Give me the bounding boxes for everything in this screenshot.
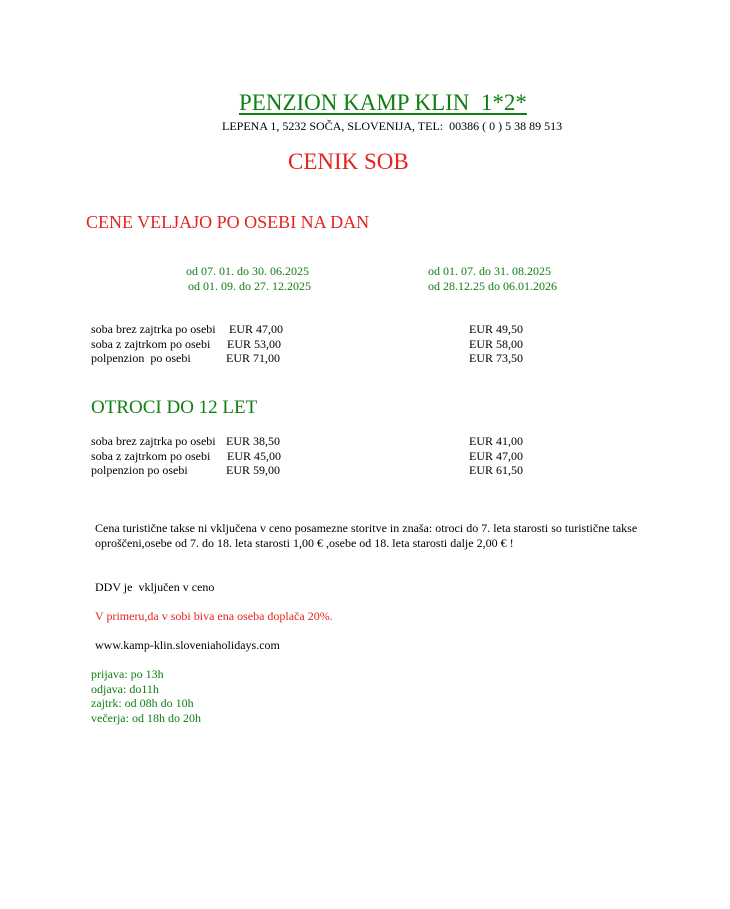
check-out-time: odjava: do11h xyxy=(91,682,159,696)
row-price-season2: EUR 58,00 xyxy=(469,337,523,351)
period-col1-line1: od 07. 01. do 30. 06.2025 xyxy=(186,264,309,278)
row-price-season1: EUR 59,00 xyxy=(226,463,280,477)
children-heading: OTROCI DO 12 LET xyxy=(91,397,258,418)
tax-note-line1: Cena turistične takse ni vključena v ceno posamezne storitve in znaša: otroci do 7. leta starosti so turistične takse xyxy=(95,521,638,535)
row-label: polpenzion po osebi xyxy=(91,463,188,477)
row-label: soba z zajtrkom po osebi xyxy=(91,449,211,463)
row-price-season1: EUR 47,00 xyxy=(229,322,283,336)
row-price-season1: EUR 45,00 xyxy=(227,449,281,463)
vat-note: DDV je vključen v ceno xyxy=(95,580,215,594)
row-price-season1: EUR 71,00 xyxy=(226,351,280,365)
price-list-heading: CENIK SOB xyxy=(288,149,409,174)
period-col2-line1: od 01. 07. do 31. 08.2025 xyxy=(428,264,551,278)
page-title: PENZION KAMP KLIN 1*2* xyxy=(239,90,527,115)
website-link[interactable]: www.kamp-klin.sloveniaholidays.com xyxy=(95,638,280,652)
row-label: soba brez zajtrka po osebi xyxy=(91,434,216,448)
tax-note-line2: oproščeni,osebe od 7. do 18. leta starosti 1,00 € ,osebe od 18. leta starosti dalje 2,00 € ! xyxy=(95,536,514,550)
period-col1-line2: od 01. 09. do 27. 12.2025 xyxy=(188,279,311,293)
row-price-season1: EUR 53,00 xyxy=(227,337,281,351)
single-occupancy-note: V primeru,da v sobi biva ena oseba doplača 20%. xyxy=(95,609,333,623)
row-price-season2: EUR 41,00 xyxy=(469,434,523,448)
row-price-season2: EUR 49,50 xyxy=(469,322,523,336)
check-in-time: prijava: po 13h xyxy=(91,667,164,681)
row-label: soba z zajtrkom po osebi xyxy=(91,337,211,351)
prices-per-person-heading: CENE VELJAJO PO OSEBI NA DAN xyxy=(86,212,370,232)
row-price-season2: EUR 61,50 xyxy=(469,463,523,477)
dinner-time: večerja: od 18h do 20h xyxy=(91,711,201,725)
row-label: soba brez zajtrka po osebi xyxy=(91,322,216,336)
row-price-season2: EUR 47,00 xyxy=(469,449,523,463)
row-price-season1: EUR 38,50 xyxy=(226,434,280,448)
row-label: polpenzion po osebi xyxy=(91,351,191,365)
breakfast-time: zajtrk: od 08h do 10h xyxy=(91,696,194,710)
period-col2-line2: od 28.12.25 do 06.01.2026 xyxy=(428,279,557,293)
address-line: LEPENA 1, 5232 SOČA, SLOVENIJA, TEL: 00386 ( 0 ) 5 38 89 513 xyxy=(222,119,563,133)
row-price-season2: EUR 73,50 xyxy=(469,351,523,365)
